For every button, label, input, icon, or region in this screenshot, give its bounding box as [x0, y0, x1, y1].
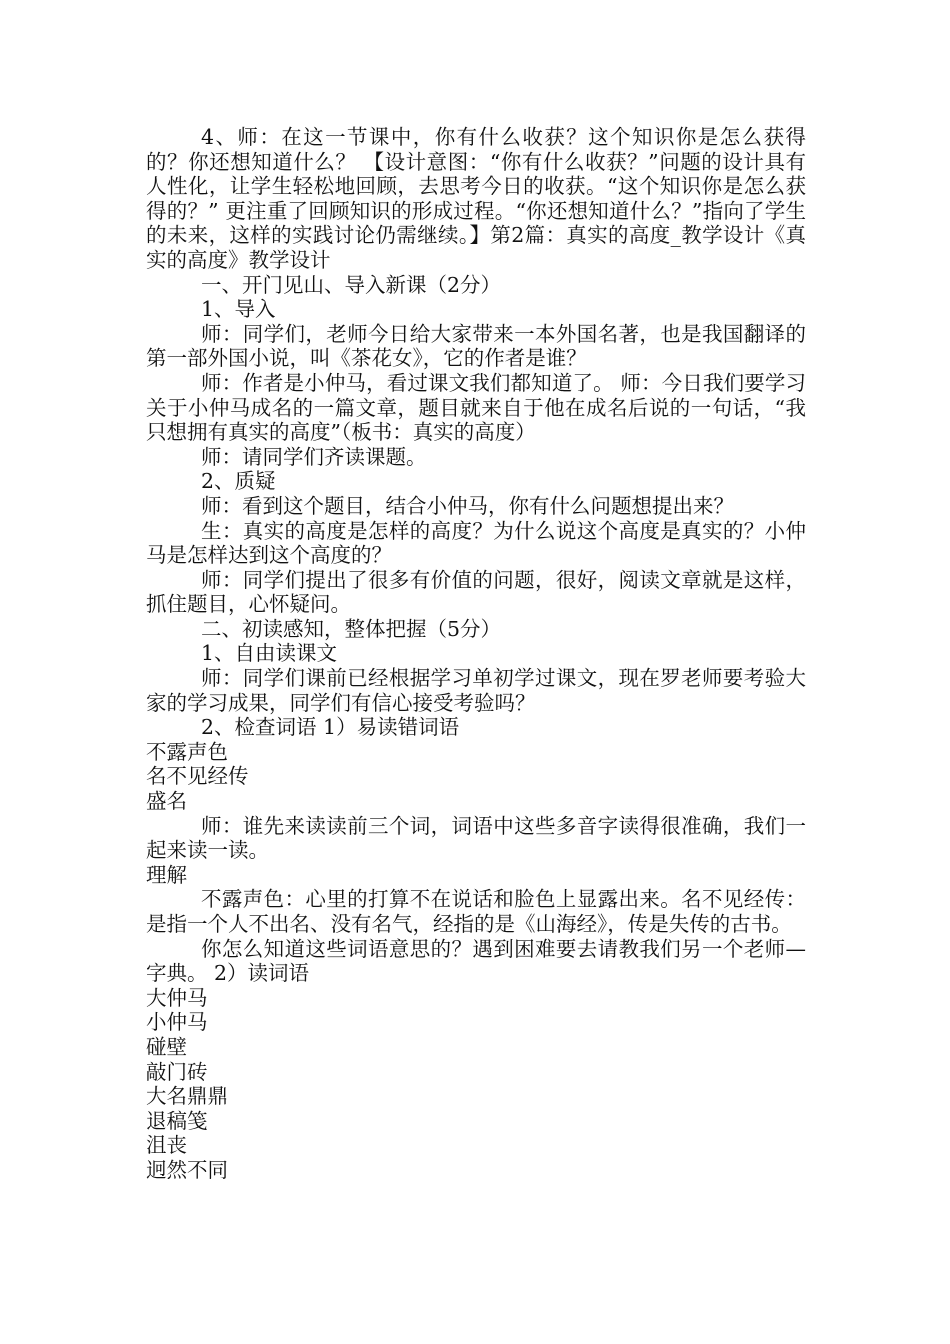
vocabulary-item: 盛名	[146, 789, 187, 814]
paragraph: 1、导入	[201, 297, 276, 322]
paragraph: 师：看到这个题目，结合小仲马，你有什么问题想提出来？	[201, 493, 734, 518]
paragraph: 师：谁先来读读前三个词，词语中这些多音字读得很准确，我们一起来读一读。	[146, 813, 806, 863]
paragraph: 你怎么知道这些词语意思的？遇到困难要去请教我们另一个老师—字典。 2）读词语	[146, 936, 806, 986]
paragraph: 二、初读感知，整体把握（5分）	[201, 616, 502, 641]
vocabulary-item: 迥然不同	[146, 1157, 228, 1182]
paragraph: 师：同学们，老师今日给大家带来一本外国名著，也是我国翻译的第一部外国小说，叫《茶花女》，它的作者是谁？	[146, 321, 806, 371]
paragraph: 师：同学们提出了很多有价值的问题，很好，阅读文章就是这样，抓住题目，心怀疑问。	[146, 567, 806, 617]
paragraph: 2、质疑	[201, 469, 276, 494]
vocabulary-item: 不露声色	[146, 739, 228, 764]
paragraph: 4、师：在这一节课中，你有什么收获？这个知识你是怎么获得的？你还想知道什么？ 【设计意图：“你有什么收获？”问题的设计具有人性化，让学生轻松地回顾，去思考今日的收获。“这个知识你是怎么获得的？” 更注重了回顾知识的形成过程。“你还想知道什么？”指向了学生的未来，这样的实践讨论仍需继续。】第2篇：真实的高度_教学设计《真实的高度》教学设计	[146, 125, 806, 272]
vocabulary-item: 退稿笺	[146, 1108, 208, 1133]
paragraph: 一、开门见山、导入新课（2分）	[201, 272, 502, 297]
paragraph: 不露声色：心里的打算不在说话和脸色上显露出来。名不见经传：是指一个人不出名、没有名气，经指的是《山海经》，传是失传的古书。	[146, 887, 806, 936]
vocabulary-item: 大仲马	[146, 985, 208, 1010]
paragraph: 师：请同学们齐读课题。	[201, 444, 427, 469]
vocabulary-item: 沮丧	[146, 1133, 187, 1158]
paragraph: 生：真实的高度是怎样的高度？为什么说这个高度是真实的？小仲马是怎样达到这个高度的？	[146, 518, 806, 568]
vocabulary-item: 大名鼎鼎	[146, 1084, 228, 1109]
vocabulary-item: 敲门砖	[146, 1059, 208, 1084]
paragraph: 1、自由读课文	[201, 641, 338, 666]
document-body	[146, 125, 806, 1183]
paragraph: 2、检查词语 1）易读错词语	[201, 715, 460, 740]
vocabulary-item: 碰壁	[146, 1034, 187, 1059]
vocabulary-item: 名不见经传	[146, 764, 249, 789]
vocabulary-item: 理解	[146, 862, 187, 887]
vocabulary-item: 小仲马	[146, 1010, 208, 1035]
paragraph: 师：作者是小仲马，看过课文我们都知道了。 师：今日我们要学习关于小仲马成名的一篇文章，题目就来自于他在成名后说的一句话，“我只想拥有真实的高度”（板书：真实的高度）	[146, 370, 806, 445]
paragraph: 师：同学们课前已经根据学习单初学过课文，现在罗老师要考验大家的学习成果，同学们有信心接受考验吗？	[146, 666, 806, 715]
